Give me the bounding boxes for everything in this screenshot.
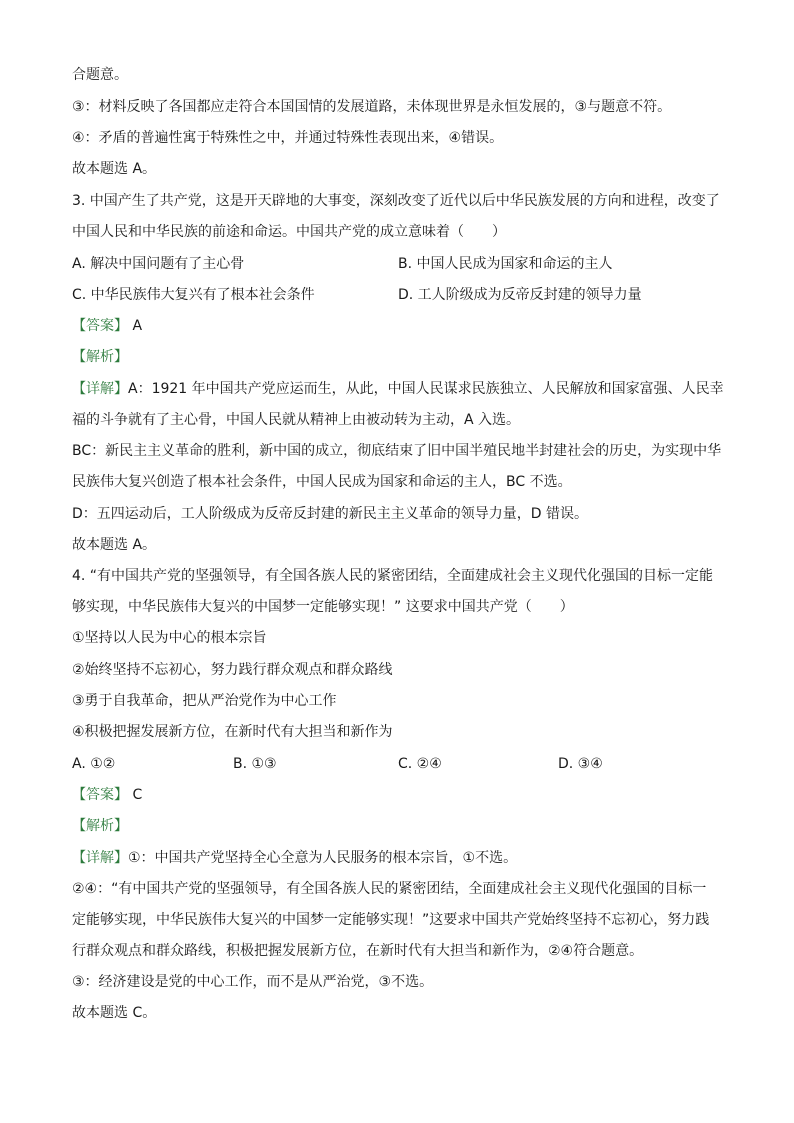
q4-option-b: B. ①③ (233, 756, 277, 772)
q3-option-a: A. 解决中国问题有了主心骨 (72, 256, 245, 272)
q4-detail-line-4: 行群众观点和群众路线，积极把握发展新方位，在新时代有大担当和新作为，②④符合题意。 (72, 943, 644, 959)
q3-stem-line-1: 3. 中国产生了共产党，这是开天辟地的大事变，深刻改变了近代以后中华民族发展的方向和进程，改变了 (72, 193, 720, 209)
q4-option-d: D. ③④ (558, 756, 603, 772)
q4-detail-text-1: ①：中国共产党坚持全心全意为人民服务的根本宗旨，①不选。 (128, 850, 518, 866)
q4-answer-value: C (132, 787, 143, 803)
q3-detail-line-5: D：五四运动后，工人阶级成为反帝反封建的新民主主义革命的领导力量，D 错误。 (72, 506, 589, 522)
q4-stem-line-1: 4. “有中国共产党的坚强领导，有全国各族人民的紧密团结，全面建成社会主义现代化强国的目标一定能 (72, 568, 714, 584)
q3-detail-line-4: 民族伟大复兴创造了根本社会条件，中国人民成为国家和命运的主人，BC 不选。 (72, 474, 572, 490)
q3-analysis-tag: 【解析】 (72, 349, 128, 365)
prev-line-1: 合题意。 (72, 67, 128, 83)
q3-answer (72, 316, 142, 336)
q4-item-4: ④积极把握发展新方位，在新时代有大担当和新作为 (72, 724, 393, 740)
q3-conclusion: 故本题选 A。 (72, 537, 157, 553)
q4-answer-tag: 【答案】 (72, 787, 128, 803)
q4-detail-line-5: ③：经济建设是党的中心工作，而不是从严治党，③不选。 (72, 974, 434, 990)
q3-stem-line-2: 中国人民和中华民族的前途和命运。中国共产党的成立意味着（ ） (72, 224, 506, 240)
q3-answer-tag: 【答案】 (72, 318, 128, 334)
q3-detail-tag: 【详解】 (72, 381, 128, 397)
q3-option-d: D. 工人阶级成为反帝反封建的领导力量 (398, 287, 642, 303)
q4-detail-line-2: ②④：“有中国共产党的坚强领导，有全国各族人民的紧密团结，全面建成社会主义现代化强国的目标一 (72, 881, 707, 897)
q3-detail-line-1 (72, 379, 724, 399)
q4-item-1: ①坚持以人民为中心的根本宗旨 (72, 630, 267, 646)
prev-conclusion: 故本题选 A。 (72, 161, 157, 177)
q4-option-c: C. ②④ (398, 756, 442, 772)
q4-detail-line-1 (72, 848, 517, 868)
q3-option-b: B. 中国人民成为国家和命运的主人 (398, 256, 613, 272)
q3-detail-text-1: A：1921 年中国共产党应运而生，从此，中国人民谋求民族独立、人民解放和国家富强、人民幸 (128, 381, 724, 397)
q4-stem-line-2: 够实现，中华民族伟大复兴的中国梦一定能够实现！” 这要求中国共产党（ ） (72, 599, 574, 615)
q3-detail-line-3: BC：新民主主义革命的胜利，新中国的成立，彻底结束了旧中国半殖民地半封建社会的历史，为实现中华 (72, 443, 722, 459)
q4-detail-tag: 【详解】 (72, 850, 128, 866)
prev-line-2: ③：材料反映了各国都应走符合本国国情的发展道路，未体现世界是永恒发展的，③与题意不符。 (72, 99, 672, 115)
q4-detail-line-3: 定能够实现，中华民族伟大复兴的中国梦一定能够实现！”这要求中国共产党始终坚持不忘初心，努力践 (72, 912, 710, 928)
q4-option-a: A. ①② (72, 756, 116, 772)
prev-line-3: ④：矛盾的普遍性寓于特殊性之中，并通过特殊性表现出来，④错误。 (72, 130, 504, 146)
q4-answer (72, 785, 142, 805)
q4-item-2: ②始终坚持不忘初心，努力践行群众观点和群众路线 (72, 662, 393, 678)
q3-answer-value: A (132, 318, 143, 334)
q4-conclusion: 故本题选 C。 (72, 1005, 157, 1021)
q4-item-3: ③勇于自我革命，把从严治党作为中心工作 (72, 693, 337, 709)
q3-detail-line-2: 福的斗争就有了主心骨，中国人民就从精神上由被动转为主动，A 入选。 (72, 412, 521, 428)
q4-analysis-tag: 【解析】 (72, 818, 128, 834)
q3-option-c: C. 中华民族伟大复兴有了根本社会条件 (72, 287, 315, 303)
